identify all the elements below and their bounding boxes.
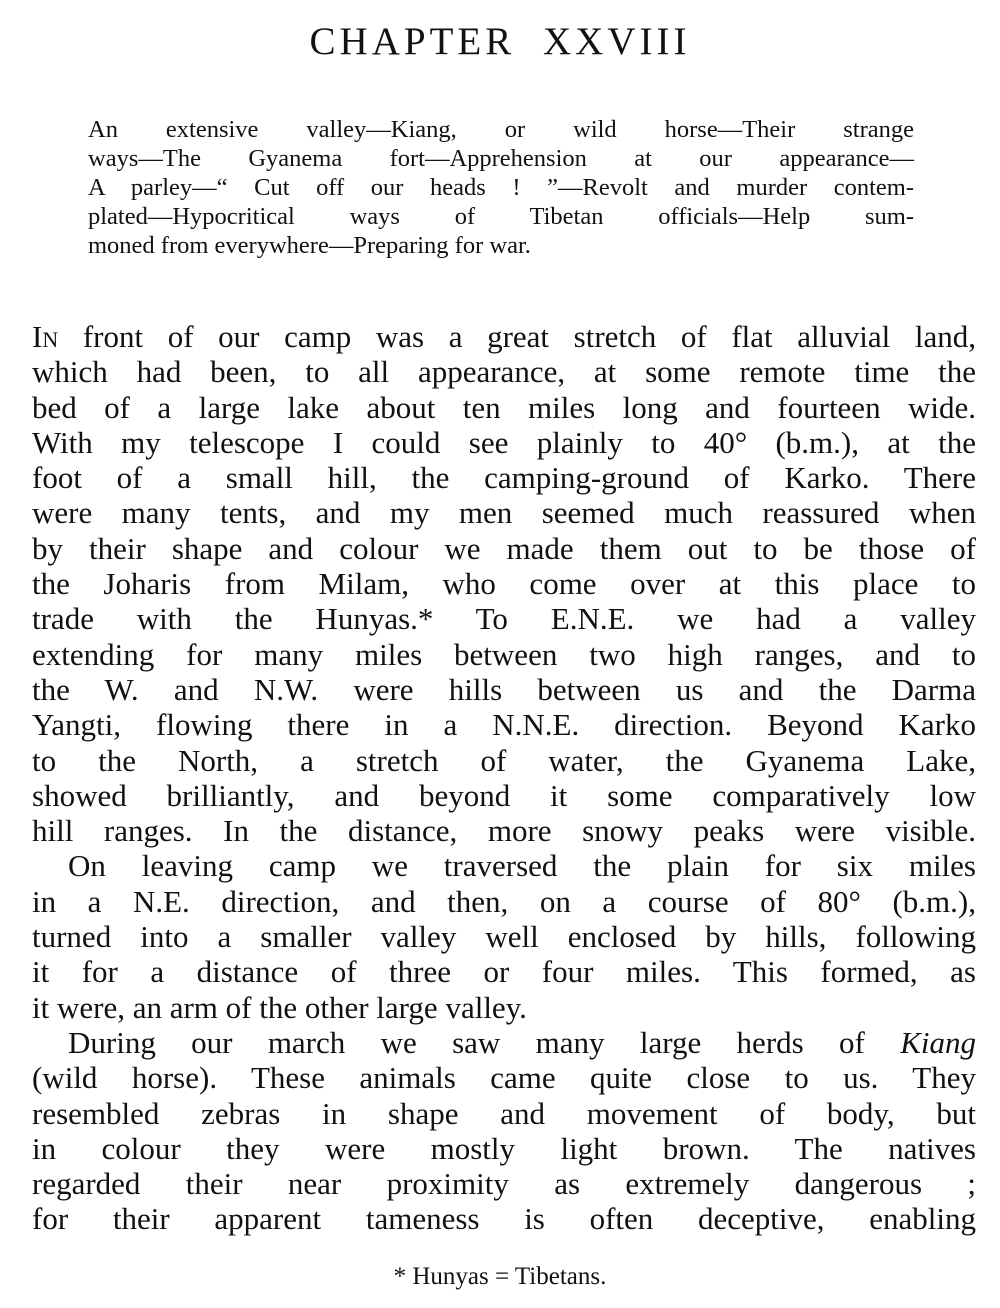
body-line: in a N.E. direction, and then, on a course of 80° (b.m.), bbox=[32, 883, 976, 919]
body-line: which had been, to all appearance, at some remote time the bbox=[32, 354, 976, 390]
body-line: it for a distance of three or four miles. This formed, as bbox=[32, 954, 976, 990]
footnote: * Hunyas = Tibetans. bbox=[393, 1263, 607, 1290]
body-line: the Joharis from Milam, who come over at this place to bbox=[32, 566, 976, 602]
body-text bbox=[32, 319, 976, 1237]
chapter-synopsis bbox=[88, 115, 914, 260]
synopsis-line: moned from everywhere—Preparing for war. bbox=[88, 232, 531, 259]
synopsis-line: An extensive valley—Kiang, or wild horse—Their strange bbox=[88, 116, 914, 143]
body-line: bed of a large lake about ten miles long and fourteen wide. bbox=[32, 389, 976, 425]
body-line: the W. and N.W. were hills between us and the Darma bbox=[32, 671, 976, 707]
italic-term-kiang: Kiang bbox=[900, 1024, 976, 1060]
body-line: resembled zebras in shape and movement of body, but bbox=[32, 1095, 976, 1131]
synopsis-line: plated—Hypocritical ways of Tibetan officials—Help sum- bbox=[88, 203, 914, 230]
body-line bbox=[32, 1025, 976, 1060]
body-line: by their shape and colour we made them out to be those of bbox=[32, 530, 976, 566]
chapter-title: CHAPTER XXVIII bbox=[309, 20, 691, 63]
body-line: regarded their near proximity as extremely dangerous ; bbox=[32, 1166, 976, 1202]
body-line: to the North, a stretch of water, the Gyanema Lake, bbox=[32, 742, 976, 778]
body-line: turned into a smaller valley well enclosed by hills, following bbox=[32, 919, 976, 955]
body-line: showed brilliantly, and beyond it some comparatively low bbox=[32, 777, 976, 813]
synopsis-line: ways—The Gyanema fort—Apprehension at our appearance— bbox=[88, 145, 914, 172]
body-line: (wild horse). These animals came quite close to us. They bbox=[32, 1060, 976, 1096]
synopsis-line: A parley—“ Cut off our heads ! ”—Revolt and murder contem- bbox=[88, 174, 914, 201]
body-line: foot of a small hill, the camping-ground of Karko. There bbox=[32, 460, 976, 496]
body-line-text: During our march we saw many large herds of bbox=[68, 1024, 901, 1060]
body-line: were many tents, and my men seemed much reassured when bbox=[32, 495, 976, 531]
body-line: Yangti, flowing there in a N.N.E. direction. Beyond Karko bbox=[32, 707, 976, 743]
body-line: in colour they were mostly light brown. The natives bbox=[32, 1130, 976, 1166]
body-line: extending for many miles between two high ranges, and to bbox=[32, 636, 976, 672]
body-line: On leaving camp we traversed the plain for six miles bbox=[68, 848, 976, 884]
body-line: for their apparent tameness is often deceptive, enabling bbox=[32, 1201, 976, 1237]
body-line: hill ranges. In the distance, more snowy peaks were visible. bbox=[32, 813, 976, 849]
body-line: With my telescope I could see plainly to 40° (b.m.), at the bbox=[32, 424, 976, 460]
body-line-text: front of our camp was a great stretch of flat alluvial land, bbox=[58, 319, 976, 354]
body-line bbox=[32, 319, 976, 354]
body-line: trade with the Hunyas.* To E.N.E. we had a valley bbox=[32, 601, 976, 637]
body-line: it were, an arm of the other large valley. bbox=[32, 989, 527, 1025]
drop-initial-word: In bbox=[32, 319, 59, 354]
